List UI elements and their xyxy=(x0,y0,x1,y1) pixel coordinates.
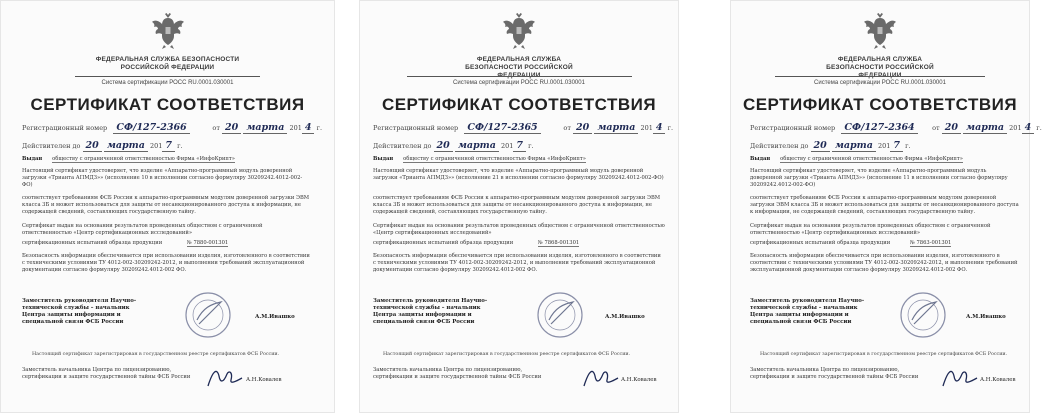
certification-system: Система сертификации РОСС RU.0001.030001 xyxy=(101,80,234,86)
bottom-signatory-title: Заместитель начальника Центра по лицензированию, сертификации и защите государственной тайны ФСБ России xyxy=(22,367,191,380)
deputy-name: А.М.Ивашко xyxy=(966,314,1006,320)
issued-to-row: Выдан обществу с ограниченной ответственностью Фирма «ИнфоКрипт» xyxy=(22,156,235,162)
bottom-signatory-name: А.Н.Ковалев xyxy=(980,377,1016,383)
issue-day: 20 xyxy=(573,122,592,134)
registry-footnote: Настоящий сертификат зарегистрирован в государственном реестре сертификатов ФСБ России. xyxy=(760,352,1008,357)
deputy-name: А.М.Ивашко xyxy=(255,314,295,320)
valid-day: 20 xyxy=(83,140,102,152)
registration-number: СФ/127-2366 xyxy=(113,122,189,134)
issue-day: 20 xyxy=(222,122,241,134)
valid-month: марта xyxy=(455,140,499,152)
issue-day: 20 xyxy=(942,122,961,134)
certificate-1 xyxy=(0,0,335,413)
registry-footnote: Настоящий сертификат зарегистрирован в государственном реестре сертификатов ФСБ России. xyxy=(383,352,631,357)
agency-name: ФЕДЕРАЛЬНАЯ СЛУЖБА БЕЗОПАСНОСТИ РОССИЙСКОЙ xyxy=(826,56,934,71)
certificate-statement: Настоящий сертификат удостоверяет, что изделие «Аппаратно-программный модуль доверенной загрузки «Трианта АПМДЗ»» (исполнение 21 в исполнении согласно формуляру 30209242.4012-002-ФО) xyxy=(373,168,664,181)
security-statement: Безопасность информации обеспечивается при использовании изделия, изготовленного в соответствии с техническими условиями ТУ 4012-002-30209242-2012, и выполнении требований эксплуатационной документации согласно формуляру 30209242.4012-002 ФО. xyxy=(750,253,1018,273)
certificate-statement: Настоящий сертификат удостоверяет, что изделие «Аппаратно-программный модуль доверенной загрузки «Трианта АПМДЗ»» (исполнение 11 в исполнении согласно формуляру 30209242.4012-002-ФО) xyxy=(750,168,1008,188)
handwritten-signature-icon xyxy=(581,366,621,390)
handwritten-signature-icon xyxy=(940,366,980,390)
handwritten-signature-icon xyxy=(205,366,245,390)
double-headed-eagle-emblem-icon xyxy=(150,12,186,50)
bottom-signatory-title: Заместитель начальника Центра по лицензированию, сертификации и защите государственной тайны ФСБ России xyxy=(750,367,919,380)
certificate-3 xyxy=(730,0,1042,413)
security-statement: Безопасность информации обеспечивается при использовании изделия, изготовленного в соответствии с техническими условиями ТУ 4012-002-30209242-2012, и выполнении требований эксплуатационной документации согласно формуляру 30209242.4012-002 ФО. xyxy=(373,253,661,273)
valid-until-line: Действителен до 20 марта 201 7 г. xyxy=(750,140,911,151)
valid-month: марта xyxy=(104,140,148,152)
valid-until-line: Действителен до 20 марта 201 7 г. xyxy=(22,140,183,151)
official-stamp-icon xyxy=(535,290,585,340)
requirements-statement: соответствует требованиям ФСБ России к аппаратно-программным модулям доверенной загрузки ЭВМ класса 3Б и может использоваться для защиты от несанкционированного доступа к информации, не содержащей сведений, составляющих государственную тайну. xyxy=(22,195,310,215)
deputy-name: А.М.Ивашко xyxy=(605,314,645,320)
sample-row: сертификационных испытаний образца продукции № 7868-001301 xyxy=(373,240,580,246)
double-headed-eagle-emblem-icon xyxy=(501,12,537,50)
double-headed-eagle-emblem-icon xyxy=(862,12,898,50)
certificate-statement: Настоящий сертификат удостоверяет, что изделие «Аппаратно-программный модуль доверенной загрузки «Трианта АПМДЗ»» (исполнение 10 в исполнении согласно формуляру 30209242.4012-002-ФО) xyxy=(22,168,303,188)
agency-name: ФЕДЕРАЛЬНАЯ СЛУЖБА БЕЗОПАСНОСТИ РОССИЙСКОЙ xyxy=(465,56,573,71)
basis-statement: Сертификат выдан на основании результатов проведенных обществом с ограниченной ответственностью «Центр сертификационных исследований» xyxy=(22,223,263,236)
registration-number: СФ/127-2365 xyxy=(464,122,540,134)
sample-row: сертификационных испытаний образца продукции № 7863-001301 xyxy=(750,240,952,246)
registry-footnote: Настоящий сертификат зарегистрирован в государственном реестре сертификатов ФСБ России. xyxy=(32,352,280,357)
issue-month: марта xyxy=(594,122,638,134)
issued-to-row: Выдан обществу с ограниченной ответственностью Фирма «ИнфоКрипт» xyxy=(750,156,963,162)
certificate-title: СЕРТИФИКАТ СООТВЕТСТВИЯ xyxy=(381,95,657,114)
bottom-signatory-name: А.Н.Ковалев xyxy=(246,377,282,383)
agency-name: ФЕДЕРАЛЬНАЯ СЛУЖБА БЕЗОПАСНОСТИ РОССИЙСКОЙ ФЕДЕРАЦИИ xyxy=(95,56,240,71)
certificate-title: СЕРТИФИКАТ СООТВЕТСТВИЯ xyxy=(742,95,1018,114)
registration-line: Регистрационный номер СФ/127-2366 от 20 марта 201 4 г. xyxy=(22,122,323,133)
divider-line xyxy=(775,76,985,77)
valid-month: марта xyxy=(832,140,876,152)
deputy-title: Заместитель руководителя Научно-технической службы – начальник Центра защиты информации и специальной связи ФСБ России xyxy=(22,298,137,325)
issue-month: марта xyxy=(243,122,287,134)
divider-line xyxy=(75,76,260,77)
bottom-signatory-name: А.Н.Ковалев xyxy=(621,377,657,383)
certificate-title: СЕРТИФИКАТ СООТВЕТСТВИЯ xyxy=(30,95,305,114)
certificate-2 xyxy=(359,0,679,413)
official-stamp-icon xyxy=(183,290,233,340)
security-statement: Безопасность информации обеспечивается при использовании изделия, изготовленного в соответствии с техническими условиями ТУ 4012-002-30209242-2012, и выполнении требований эксплуатационной документации согласно формуляру 30209242.4012-002 ФО. xyxy=(22,253,310,273)
certification-system: Система сертификации РОСС RU.0001.030001 xyxy=(814,80,946,86)
sample-row: сертификационных испытаний образца продукции № 7880-001301 xyxy=(22,240,229,246)
registration-number: СФ/127-2364 xyxy=(841,122,917,134)
basis-statement: Сертификат выдан на основании результатов проведенных обществом с ограниченной ответственностью «Центр сертификационных исследований» xyxy=(750,223,991,236)
bottom-signatory-title: Заместитель начальника Центра по лицензированию, сертификации и защите государственной тайны ФСБ России xyxy=(373,367,542,380)
deputy-title: Заместитель руководителя Научно-технической службы – начальник Центра защиты информации и специальной связи ФСБ России xyxy=(373,298,488,325)
issued-to-row: Выдан обществу с ограниченной ответственностью Фирма «ИнфоКрипт» xyxy=(373,156,586,162)
issue-month: марта xyxy=(963,122,1007,134)
requirements-statement: соответствует требованиям ФСБ России к аппаратно-программным модулям доверенной загрузки ЭВМ класса 3Б и может использоваться для защиты от несанкционированного доступа к информации, не содержащей сведений, составляющих государственную тайну. xyxy=(750,195,1019,215)
registration-line: Регистрационный номер СФ/127-2364 от 20 марта 201 4 г. xyxy=(750,122,1042,133)
registration-line: Регистрационный номер СФ/127-2365 от 20 марта 201 4 г. xyxy=(373,122,674,133)
requirements-statement: соответствует требованиям ФСБ России к аппаратно-программным модулям доверенной загрузки ЭВМ класса 3Б и может использоваться для защиты от несанкционированного доступа к информации, не содержащей сведений, составляющих государственную тайну. xyxy=(373,195,661,215)
valid-day: 20 xyxy=(811,140,830,152)
basis-statement: Сертификат выдан на основании результатов проведенных обществом с ограниченной ответственностью «Центр сертификационных исследований» xyxy=(373,223,665,236)
divider-line xyxy=(407,76,632,77)
certification-system: Система сертификации РОСС RU.0001.030001 xyxy=(453,80,585,86)
official-stamp-icon xyxy=(898,290,948,340)
valid-until-line: Действителен до 20 марта 201 7 г. xyxy=(373,140,534,151)
deputy-title: Заместитель руководителя Научно-технической службы – начальник Центра защиты информации и специальной связи ФСБ России xyxy=(750,298,865,325)
valid-day: 20 xyxy=(434,140,453,152)
